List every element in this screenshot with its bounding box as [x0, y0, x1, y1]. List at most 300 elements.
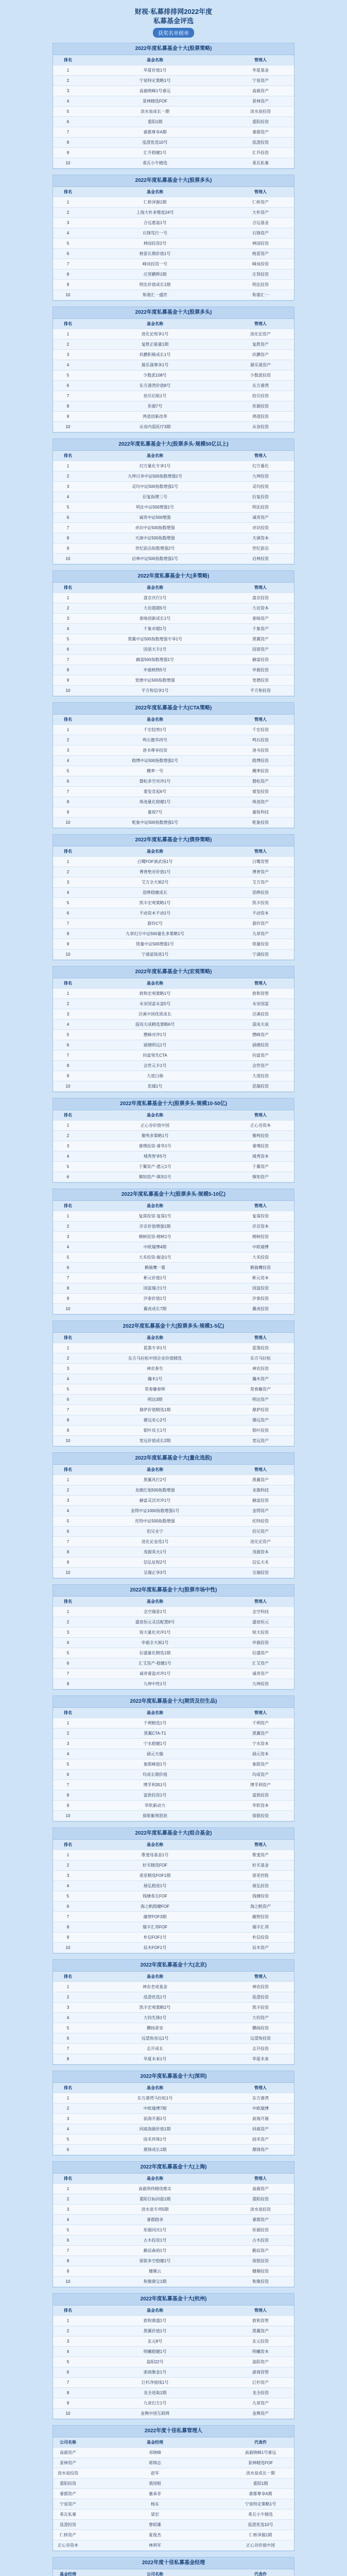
table-cell: 瑞丰汇邦: [252, 1925, 269, 1929]
table-cell: 复胜正能量1期: [141, 342, 169, 347]
table-row: [53, 1050, 294, 1061]
table-cell: 和聚鼎宝1期: [143, 2279, 167, 2284]
table-cell: 洛书尊享投资: [143, 748, 167, 753]
table-row: [53, 350, 294, 360]
table-cell: 石锋资产: [252, 231, 269, 235]
table-cell: 9: [66, 678, 70, 683]
table-cell: 诚奇资产: [252, 1671, 269, 1676]
table-row: [53, 2357, 294, 2367]
table-cell: 2: [66, 2106, 70, 2111]
table-row: [53, 1162, 294, 1172]
table-cell: 裘国根: [149, 2481, 161, 2486]
table-cell: 9: [66, 2269, 70, 2274]
table-cell: 9: [66, 1803, 70, 1808]
table-cell: 展弘稳进1号: [143, 1884, 167, 1888]
table-cell: 源乐晟尊享1号: [141, 363, 169, 367]
table-cell: 泓澄优选10号: [248, 2522, 273, 2527]
table-row: [53, 2235, 294, 2246]
table-row: [53, 686, 294, 696]
table-cell: 拾贝投资: [252, 394, 269, 398]
table-cell: 8: [66, 2259, 70, 2263]
column-header: 代表作: [254, 2440, 267, 2445]
column-header: 排名: [64, 321, 72, 326]
table-cell: 域秀资本: [252, 1154, 269, 1159]
table-cell: 宁涌富锐进1号: [141, 952, 169, 957]
table-cell: 彤源投资: [252, 404, 269, 409]
table-cell: 大钧先锋1号: [143, 2015, 167, 2020]
table-cell: 不动资本不动1号: [139, 911, 171, 916]
table-row: [53, 218, 294, 228]
table-row: [53, 1353, 294, 1364]
table-cell: 稳博中证500指数增强1号: [132, 758, 178, 763]
table-cell: 华软资本: [252, 1803, 269, 1808]
table-cell: 敦和资管: [252, 2318, 269, 2323]
table-row: [53, 1617, 294, 1628]
table-cell: 1: [66, 68, 70, 73]
table-row: [53, 65, 294, 76]
table-cell: 宁水稳健1号: [143, 1741, 167, 1746]
table-cell: 5: [66, 2228, 70, 2232]
table-cell: 珠池资产: [252, 800, 269, 804]
table-cell: 明汯投资: [252, 282, 269, 287]
table-row: [53, 2266, 294, 2277]
table-cell: 5: [66, 241, 70, 246]
table-cell: 6: [66, 779, 70, 784]
table-cell: 汇升稳健1号: [143, 150, 167, 155]
table-cell: 仁桥泽源1期: [143, 200, 167, 205]
table-cell: 4: [66, 1245, 70, 1249]
table-cell: 钱塘希瓦FOF: [143, 1894, 167, 1899]
table-cell: 瀚木1号: [147, 1377, 163, 1381]
table-cell: 托特中证500指数增强: [135, 1519, 175, 1523]
table-cell: 5: [66, 1894, 70, 1899]
column-header: 管理人: [254, 1599, 267, 1604]
column-header: 基金名称: [147, 1974, 163, 1979]
table-cell: 梁宏: [151, 2512, 159, 2517]
table-cell: 3: [66, 748, 70, 753]
table-row: [53, 867, 294, 877]
table-row: [53, 1343, 294, 1353]
column-header: 排名: [64, 2308, 72, 2313]
table-cell: 峰岚投资: [252, 262, 269, 266]
table-cell: 4: [66, 2217, 70, 2222]
table-body: [53, 725, 294, 828]
table-cell: 董承非: [149, 2492, 161, 2496]
table-cell: 10: [65, 293, 71, 297]
table-cell: 钱塘投资: [252, 1894, 269, 1899]
table-row: [53, 1922, 294, 1933]
table-cell: 稳博投资: [252, 758, 269, 763]
table-cell: 榕树投资: [252, 1234, 269, 1239]
table-cell: 泓澄投资: [252, 140, 269, 145]
table-cell: 峰岚投资一号: [143, 262, 167, 266]
table-cell: 10: [65, 2279, 71, 2284]
table-header-row: [53, 55, 294, 65]
table-row: [53, 807, 294, 818]
table-cell: 世纪前沿: [252, 546, 269, 551]
table-cell: 庄贤投资: [252, 272, 269, 277]
table-cell: 歌斐资产: [252, 1853, 269, 1857]
table-cell: 呈瑞正享3号: [143, 1570, 167, 1575]
table-cell: 4: [66, 1640, 70, 1645]
table-cell: 龙全投资: [252, 2391, 269, 2395]
ranking-table: [53, 1189, 294, 1315]
table-cell: 盛泉恒元灵活配置8号: [135, 1620, 175, 1624]
table-cell: 1: [66, 332, 70, 336]
table-cell: 大钧资产: [252, 2015, 269, 2020]
table-cell: 钧富资产: [252, 1053, 269, 1058]
table-cell: 盛泉恒元: [252, 1620, 269, 1624]
table-cell: 和谐汇一: [252, 293, 269, 297]
table-cell: 淡水泉成长一期: [141, 109, 169, 114]
table-row: [53, 471, 294, 482]
table-cell: 1: [66, 1853, 70, 1857]
table-cell: 4: [66, 890, 70, 895]
table-cell: 博孚利资产: [250, 1783, 271, 1787]
table-body: [53, 1718, 294, 1821]
table-body: [53, 329, 294, 432]
table-cell: 黑翼中证500指数增强专享1号: [128, 637, 182, 641]
table-cell: 汇升投资: [252, 150, 269, 155]
table-cell: 鸿道投资: [252, 414, 269, 419]
table-cell: 黑翼资产: [252, 1731, 269, 1736]
table-cell: 诚奇中证500增强: [139, 515, 171, 520]
table-cell: 8: [66, 404, 70, 409]
table-row: [53, 1718, 294, 1728]
table-row: [53, 1040, 294, 1050]
table-cell: 淡水泉专项5期: [141, 2207, 169, 2212]
table-cell: 6: [66, 1175, 70, 1179]
table-row: [53, 329, 294, 340]
table-cell: 夏俊杰: [149, 2533, 161, 2537]
table-cell: 涵德明远1号: [143, 1043, 167, 1047]
table-cell: 6: [66, 2036, 70, 2041]
table-cell: 念空科技: [252, 1609, 269, 1614]
table-cell: 申毅全天候1号: [141, 1640, 169, 1645]
table-cell: 正心谷价值中国: [141, 1123, 169, 1128]
table-cell: 中欧瑞博: [252, 1245, 269, 1249]
table-cell: 4: [66, 495, 70, 499]
table-cell: 1: [66, 859, 70, 864]
table-cell: 3: [66, 89, 70, 93]
table-row: [53, 1061, 294, 1071]
table-cell: 2: [66, 474, 70, 479]
table-row: [53, 1881, 294, 1891]
table-cell: 东方港湾: [252, 383, 269, 388]
table-cell: 蓝墨专享1号: [143, 1346, 167, 1350]
table-cell: 宽远价值成长2期: [139, 1438, 171, 1443]
ranking-table: [53, 1098, 294, 1183]
table-cell: 九坤日享中证500指数增强1号: [128, 474, 182, 479]
table-cell: 3: [66, 1873, 70, 1878]
table-row: [53, 2530, 294, 2540]
table-cell: 量锐7号: [147, 810, 163, 815]
table-row: [53, 2409, 294, 2419]
table-cell: 富敦投资: [252, 1793, 269, 1798]
table-cell: 8: [66, 1063, 70, 1068]
table-title: 2022年度私募基金十大(宏观策略): [53, 967, 294, 978]
table-cell: 神农投资: [252, 1985, 269, 1989]
table-row: [53, 1860, 294, 1871]
table-cell: 循远资产: [252, 1418, 269, 1422]
table-cell: 鸣石傲华四号: [143, 738, 167, 742]
table-cell: 神农投资: [252, 1366, 269, 1371]
table-cell: 前海开源1号: [143, 2116, 167, 2121]
table-cell: 赫富灵活对冲1号: [139, 1498, 171, 1503]
table-cell: 龙全进取1期: [143, 2391, 167, 2395]
column-header: 基金名称: [147, 1113, 163, 1117]
table-cell: 彤源7号: [147, 404, 163, 409]
table-cell: 泾溪投资: [252, 1012, 269, 1016]
table-cell: 洛书投资: [252, 748, 269, 753]
table-cell: 健顺云: [149, 2269, 161, 2274]
table-row: [53, 1770, 294, 1780]
table-body: [53, 1475, 294, 1578]
table-cell: 黑翼CTA-T1: [144, 1731, 166, 1736]
table-cell: 志开投资: [252, 2046, 269, 2051]
table-body: [53, 1850, 294, 1953]
table-row: [53, 513, 294, 523]
table-cell: 鼎萨价值精选1期: [139, 1408, 171, 1412]
table-cell: 8: [66, 668, 70, 672]
table-row: [53, 1982, 294, 1992]
table-cell: 凯丰宏观策略1号: [139, 901, 171, 905]
table-cell: 艾方资产: [252, 880, 269, 885]
column-header: 管理人: [254, 58, 267, 62]
table-title: 2022年度私募基金十大(股票市场中性): [53, 1585, 294, 1597]
table-cell: 玄元8号: [147, 2339, 163, 2344]
column-header: 排名: [64, 1599, 72, 1604]
table-header-row: [53, 1972, 294, 1982]
table-row: [53, 1294, 294, 1304]
table-cell: 景林精选FOF: [248, 2461, 273, 2465]
table-cell: 思晔投资: [252, 890, 269, 895]
table-cell: 博普资产: [252, 870, 269, 874]
table-cell: 和谐汇一盛世: [143, 293, 167, 297]
table-cell: 3: [66, 616, 70, 621]
table-cell: 3: [66, 2005, 70, 2010]
table-cell: 宽远资产: [252, 1438, 269, 1443]
table-row: [53, 2225, 294, 2235]
table-cell: 6: [66, 383, 70, 388]
table-cell: 景林精选FOF: [143, 99, 167, 104]
table-cell: 重阳目标回报1期: [139, 2197, 171, 2201]
table-title: 2022年度私募基金十大(股票多头·规模10-50亿): [53, 1098, 294, 1110]
table-cell: 淡水泉投资: [250, 109, 271, 114]
table-row: [53, 756, 294, 766]
table-cell: 乾象投资: [252, 820, 269, 825]
table-cell: 林园投资2号: [143, 241, 167, 246]
table-cell: 金舆中国互联网: [141, 2411, 169, 2416]
table-cell: 幻方量化: [252, 464, 269, 468]
table-cell: 国富瑞合1号: [143, 1286, 167, 1291]
table-cell: 2: [66, 342, 70, 347]
table-cell: 进化论资产: [250, 332, 271, 336]
table-cell: 格雷长期价值1号: [139, 251, 171, 256]
table-row: [53, 2145, 294, 2155]
table-row: [53, 1912, 294, 1922]
table-cell: 东方马拉松: [250, 1356, 271, 1361]
table-body: [53, 1211, 294, 1314]
table-row: [53, 158, 294, 168]
table-cell: 千象资产: [252, 626, 269, 631]
table-cell: 磐松资产: [252, 779, 269, 784]
table-cell: 3: [66, 1144, 70, 1148]
column-header: 基金名称: [147, 2308, 163, 2313]
table-row: [53, 908, 294, 919]
table-row: [53, 1547, 294, 1557]
column-header: 公司名称: [147, 2572, 163, 2576]
table-cell: 3: [66, 221, 70, 225]
table-cell: 源乐晟资产: [250, 363, 271, 367]
table-row: [53, 2194, 294, 2205]
table-cell: 复霈投资: [252, 1214, 269, 1218]
table-header-row: [53, 2569, 294, 2576]
table-cell: 1: [66, 1346, 70, 1350]
table-cell: 中欧瑞博4期: [143, 1245, 167, 1249]
table-cell: 5: [66, 1164, 70, 1169]
table-cell: 铭量中证500增强1号: [136, 942, 174, 946]
table-cell: 5: [66, 2360, 70, 2364]
table-cell: 明汯价值成长1期: [139, 282, 171, 287]
table-row: [53, 888, 294, 898]
table-cell: 赫富投资: [252, 657, 269, 662]
table-cell: 从容投资: [252, 425, 269, 429]
table-title: 2022年度私募基金十大(上海): [53, 2162, 294, 2174]
table-row: [53, 818, 294, 828]
column-header: 管理人: [254, 2086, 267, 2090]
table-cell: 鼎锋成长1期: [143, 2147, 167, 2152]
table-cell: 盘京庆行1号: [143, 596, 167, 600]
table-cell: 混沌天成: [252, 1022, 269, 1027]
table-cell: 勤辰森裕1号: [143, 2248, 167, 2253]
table-cell: 6: [66, 647, 70, 652]
table-row: [53, 634, 294, 645]
table-cell: 玖鹏资产: [252, 352, 269, 357]
table-cell: 涵德投资: [252, 1043, 269, 1047]
table-row: [53, 1242, 294, 1252]
table-cell: 信弘天禾: [252, 1560, 269, 1565]
table-cell: 2: [66, 2197, 70, 2201]
table-cell: 和聚投资: [252, 2279, 269, 2284]
table-cell: 凯丰投资: [252, 2005, 269, 2010]
table-cell: 进化论金选1号: [141, 1539, 169, 1544]
table-cell: 6: [66, 1904, 70, 1909]
table-row: [53, 1669, 294, 1679]
table-cell: 榕树投资-榕树1号: [138, 1234, 171, 1239]
table-cell: 3: [66, 2207, 70, 2212]
table-cell: 盘京投资: [252, 596, 269, 600]
table-cell: 6: [66, 1529, 70, 1534]
table-body: [53, 197, 294, 300]
table-row: [53, 1992, 294, 2003]
table-cell: 懋峰资产: [252, 1032, 269, 1037]
table-cell: 7: [66, 2248, 70, 2253]
table-cell: 九章资产: [252, 2401, 269, 2405]
table-cell: 世纪前沿指数增强2号: [135, 546, 175, 551]
table-cell: 彬元资本: [252, 1276, 269, 1280]
table-body: [53, 1121, 294, 1182]
table-cell: 赵军: [151, 2471, 159, 2476]
table-row: [53, 138, 294, 148]
table-cell: 聚鸣投资: [252, 1133, 269, 1138]
table-cell: 灵均投资: [252, 484, 269, 489]
table-cell: 志开成长: [147, 2046, 163, 2051]
table-title: 2022年度私募基金十大(股票多头): [53, 175, 294, 187]
table-cell: 重阳投资: [252, 120, 269, 124]
table-cell: 大岩资本: [252, 606, 269, 611]
table-cell: 宽德投资: [252, 678, 269, 683]
table-row: [53, 2023, 294, 2033]
table-cell: 仁桥资产: [252, 200, 269, 205]
table-cell: 9: [66, 1074, 70, 1078]
table-cell: 思瑞1号: [147, 1084, 163, 1089]
table-cell: 蓝墨投资: [252, 1346, 269, 1350]
table-cell: 均成长期价值: [143, 1772, 167, 1777]
table-cell: 9: [66, 546, 70, 551]
table-cell: 4: [66, 363, 70, 367]
column-header: 管理人: [254, 1335, 267, 1340]
table-row: [53, 370, 294, 381]
table-cell: 鹤骑鹰投资: [250, 1265, 271, 1270]
table-cell: 宁泉特定策略1号: [245, 2502, 276, 2506]
table-cell: 重阳1期: [147, 120, 163, 124]
table-cell: 概率投资: [252, 769, 269, 773]
table-cell: 诚奇睿盈对冲1号: [139, 1671, 171, 1676]
table-cell: 九坤中性1号: [143, 1682, 167, 1686]
table-cell: 天演资本: [252, 536, 269, 540]
table-header-row: [53, 846, 294, 857]
table-cell: 9: [66, 414, 70, 419]
table-cell: 银叶投资: [252, 1428, 269, 1433]
column-header: 排名: [64, 2086, 72, 2090]
table-row: [53, 280, 294, 290]
table-row: [53, 502, 294, 513]
table-cell: 卓识中证500指数增强: [135, 526, 175, 530]
table-row: [53, 2458, 294, 2468]
table-row: [53, 1527, 294, 1537]
table-cell: 好买基金: [252, 1863, 269, 1868]
ranking-table: [53, 966, 294, 1092]
table-row: [53, 1933, 294, 1943]
table-row: [53, 2540, 294, 2551]
table-cell: 10: [65, 1570, 71, 1575]
table-cell: 正心谷价值中国: [246, 2543, 275, 2548]
table-cell: 宁泉资产: [252, 78, 269, 83]
table-row: [53, 1739, 294, 1749]
table-cell: 瑞丰汇邦FOF: [143, 1925, 167, 1929]
table-cell: 9: [66, 2401, 70, 2405]
table-row: [53, 2124, 294, 2134]
table-row: [53, 2246, 294, 2256]
table-row: [53, 523, 294, 533]
table-cell: 高毅晓峰1号睿远: [139, 89, 171, 93]
table-cell: 泓澄优选1号: [143, 1995, 167, 1999]
table-row: [53, 787, 294, 797]
table-header-row: [53, 1465, 294, 1475]
column-header: 基金名称: [147, 585, 163, 590]
table-cell: 申毅投资: [252, 668, 269, 672]
table-cell: 鸣石投资: [252, 738, 269, 742]
table-title: 2022年度私募基金十大(北京): [53, 1960, 294, 1972]
table-cell: 6: [66, 515, 70, 520]
table-cell: 展弘投资: [252, 1884, 269, 1888]
table-cell: 7: [66, 2046, 70, 2051]
table-cell: 赫富投资: [252, 1498, 269, 1503]
table-cell: 少数派108号: [143, 373, 167, 378]
table-cell: 10: [65, 1438, 71, 1443]
table-row: [53, 766, 294, 776]
